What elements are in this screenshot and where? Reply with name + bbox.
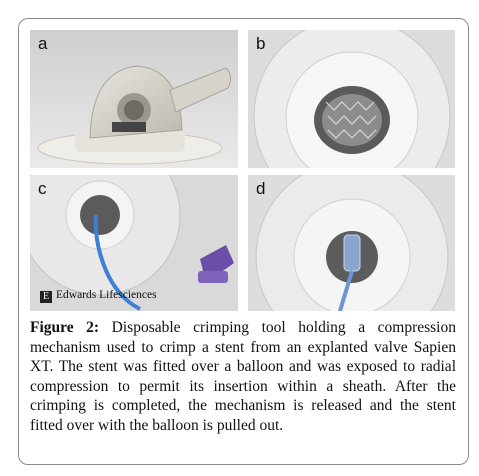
panel-label-b: b	[256, 34, 266, 53]
photo-panel-b	[248, 30, 455, 168]
crimping-tool-photo	[30, 30, 238, 168]
stent-in-crimper-photo	[248, 30, 455, 168]
caption-prefix: Figure 2:	[30, 319, 100, 336]
panel-label-d: d	[256, 179, 266, 198]
brand-logo-icon: E	[40, 291, 52, 303]
photo-panel-d	[248, 175, 455, 311]
figure-caption	[30, 318, 456, 436]
crimped-stent-photo	[248, 175, 455, 311]
brand-text: Edwards Lifesciences	[56, 289, 157, 301]
photo-panel-c	[30, 175, 238, 311]
caption-text: Disposable crimping tool holding a compression mechanism used to crimp a stent from an explanted valve Sapien XT. The stent was fitted over a balloon and was exposed to radial compression to permit its insertion within a sheath. After the crimping is completed, the mechanism is released and the stent fitted over with the balloon is pulled out.	[30, 319, 456, 434]
panel-label-a: a	[38, 34, 48, 53]
photo-panel-a	[30, 30, 238, 168]
brand-mark	[40, 289, 157, 303]
panel-label-c: c	[38, 179, 47, 198]
